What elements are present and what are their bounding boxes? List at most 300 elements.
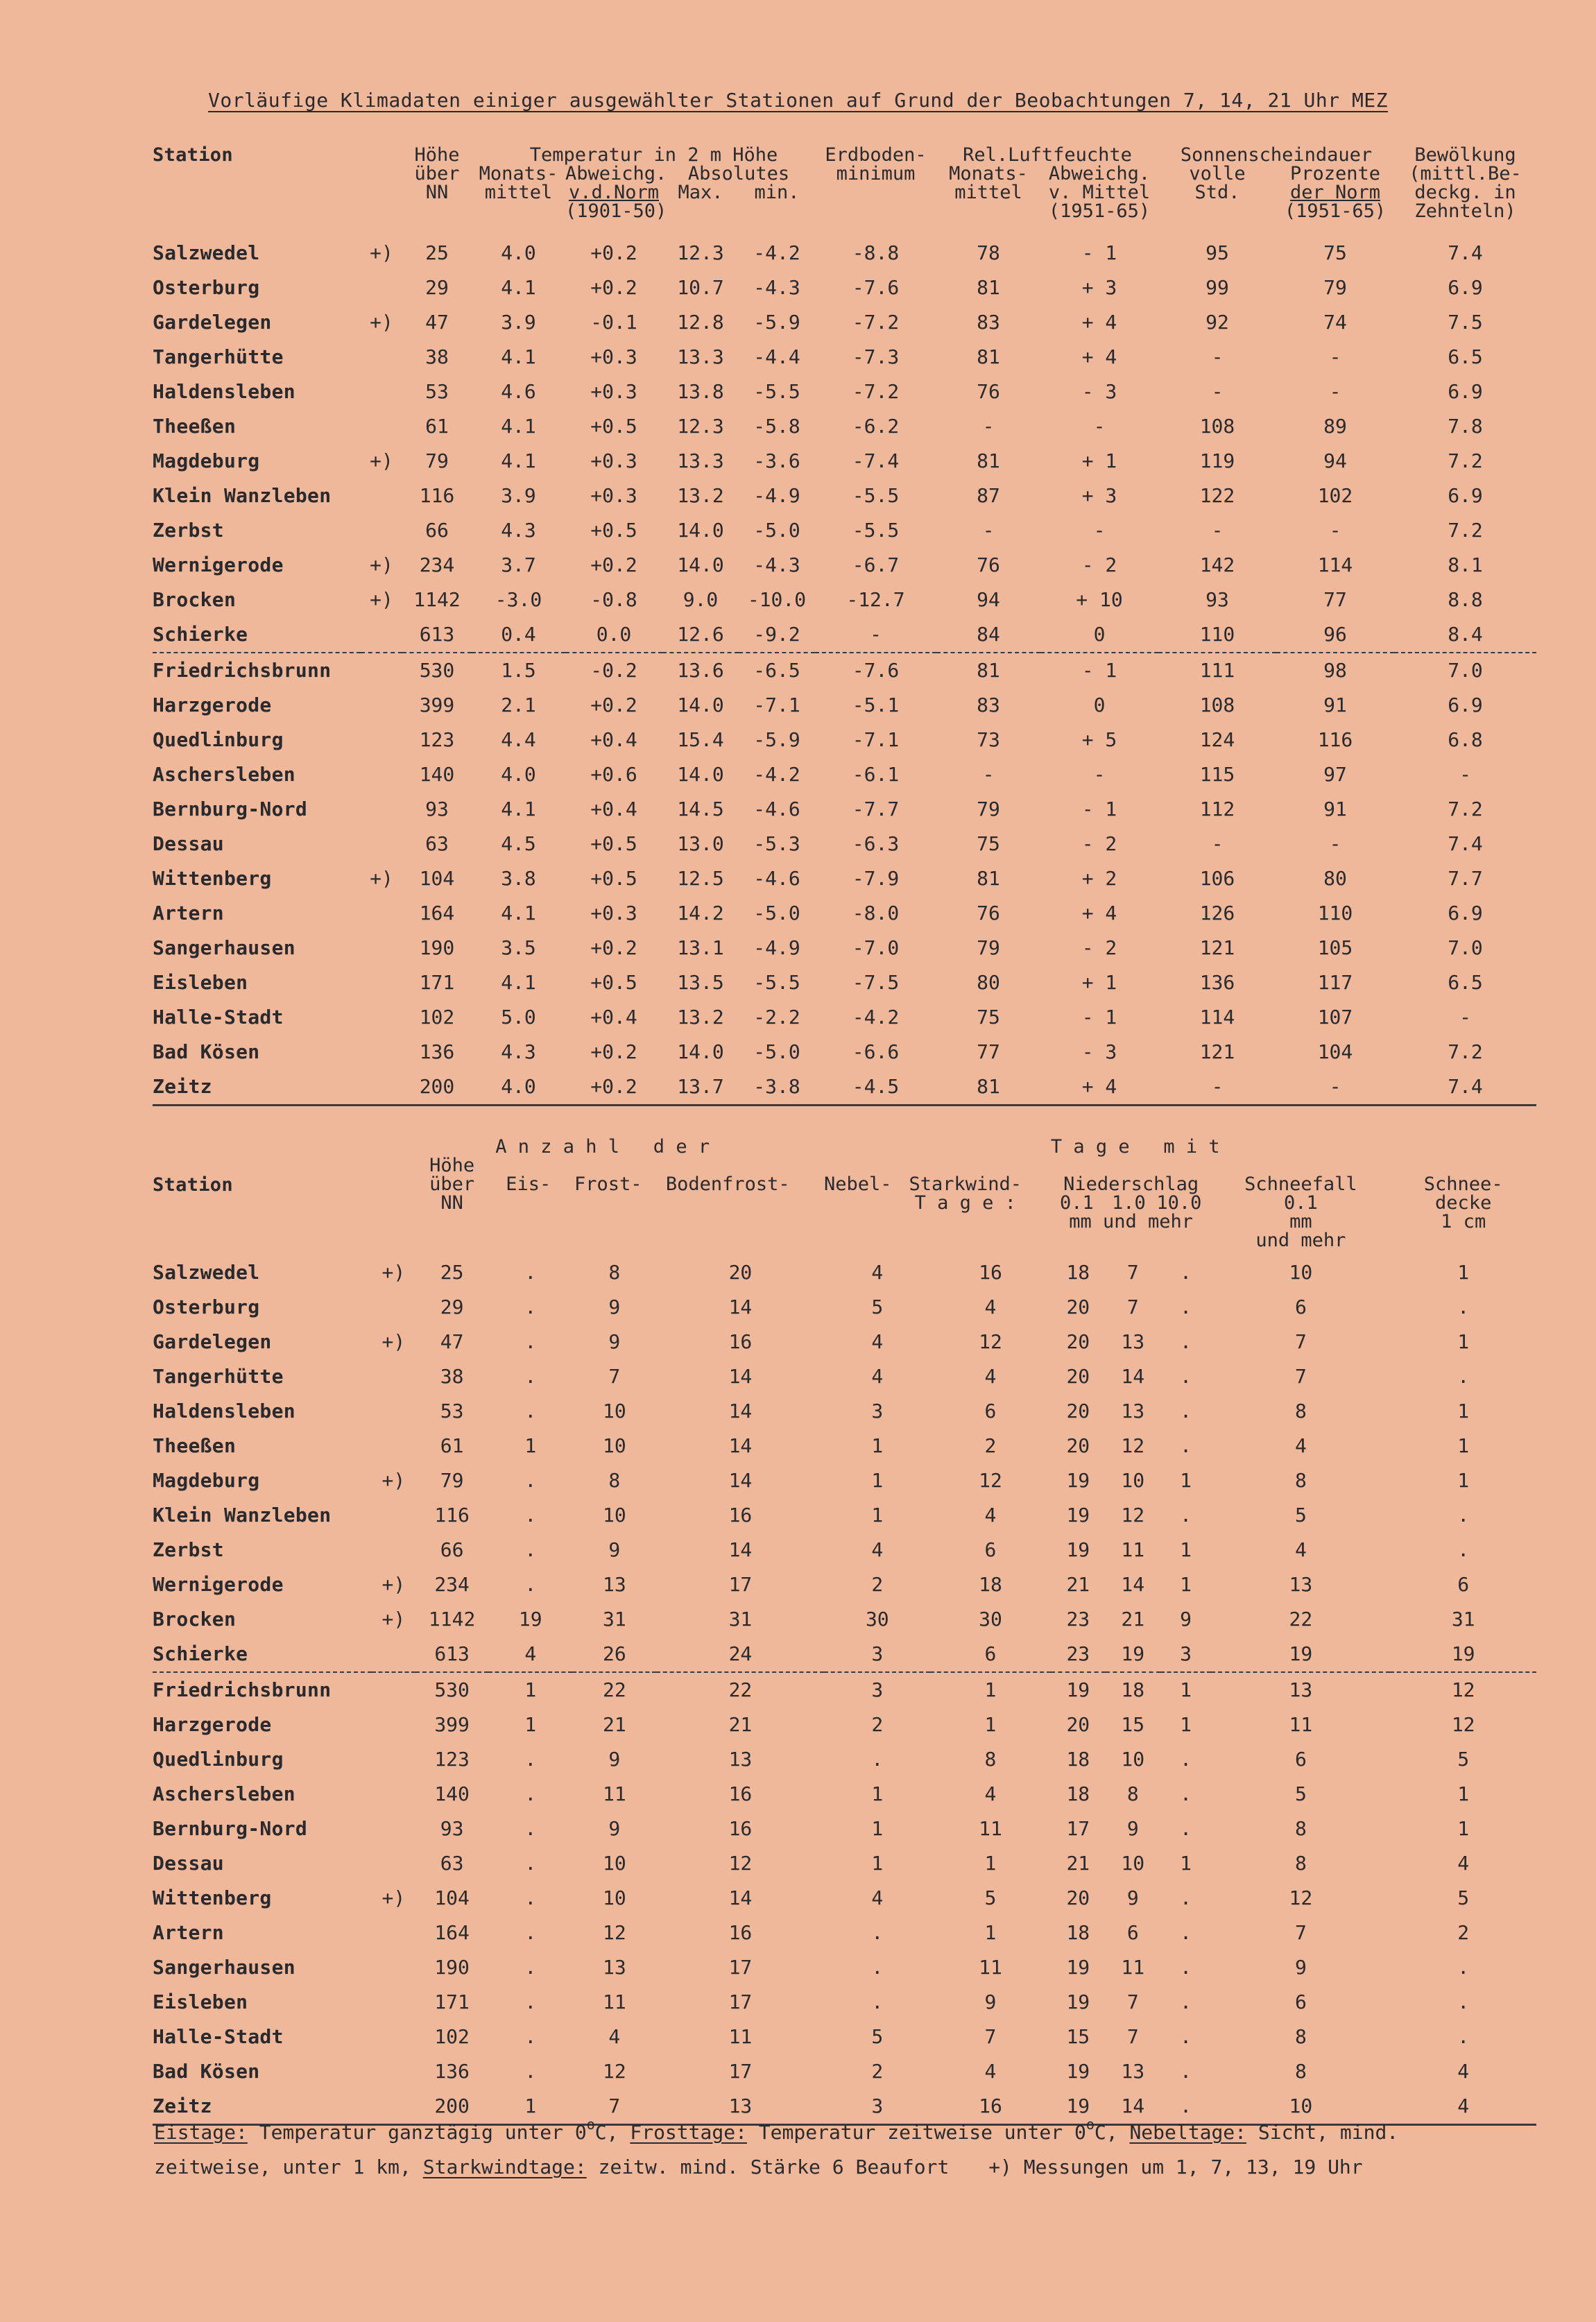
table-cell: 1: [871, 1469, 884, 1492]
table-cell: -0.2: [565, 653, 662, 688]
station-name: Tangerhütte: [153, 345, 284, 368]
table-cell: .: [524, 1261, 537, 1284]
table-cell: 6.8: [1448, 728, 1483, 751]
table1-row: [153, 617, 1536, 653]
table-cell: 14: [1121, 1573, 1145, 1596]
table1-row: [153, 688, 1536, 723]
table-cell: + 2: [1081, 867, 1117, 890]
table-cell: 74: [1323, 311, 1347, 334]
measurement-marker: [361, 965, 402, 1000]
table-cell: 83: [977, 311, 1000, 334]
station-name: Bad Kösen: [153, 1040, 260, 1063]
table-cell: 6.9: [1448, 276, 1483, 299]
table-cell: 8.4: [1448, 623, 1483, 646]
table-cell: 1: [1160, 1672, 1212, 1708]
table-cell: 19: [1066, 1956, 1090, 1979]
measurement-marker: [361, 270, 402, 305]
table-cell: 8: [1294, 1469, 1307, 1492]
table-cell: 6: [984, 1538, 997, 1561]
table-cell: 16: [728, 1330, 753, 1353]
table-cell: -5.3: [753, 832, 800, 855]
measurement-marker: +): [381, 1608, 406, 1631]
table-cell: +0.5: [590, 867, 637, 890]
table-cell: 19: [1051, 1672, 1106, 1708]
table-cell: .: [524, 1852, 537, 1875]
table-cell: +0.3: [590, 449, 637, 472]
table-cell: - 2: [1081, 553, 1117, 576]
table-cell: 7: [1294, 1921, 1307, 1944]
table-cell: 4.1: [501, 971, 536, 994]
table1-row: [153, 270, 1536, 305]
table-cell: 10: [1121, 1748, 1145, 1771]
footnote-line-1: Eistage: Temperatur ganztägig unter 0$^o$C, Frosttage: Temperatur zeitweise unter 0$^o$C, Nebeltage: Sicht, mind.: [154, 2116, 1399, 2144]
table-cell: 16: [728, 1817, 753, 1840]
table-cell: +0.2: [590, 936, 637, 959]
measurement-marker: [361, 513, 402, 548]
table-cell: 190: [434, 1956, 470, 1979]
table1-row: [153, 931, 1536, 965]
measurement-marker: [361, 375, 402, 409]
table2-row: [153, 1950, 1536, 1985]
table-cell: -: [1459, 763, 1471, 786]
table-cell: 2: [984, 1434, 997, 1457]
table-cell: 9.0: [683, 588, 719, 611]
table-cell: 14: [728, 1400, 753, 1422]
table-cell: 1: [871, 1504, 884, 1526]
table-cell: -5.9: [753, 728, 800, 751]
station-name: Zerbst: [153, 1538, 224, 1561]
table-cell: 16: [728, 1921, 753, 1944]
measurement-marker: +): [381, 1886, 406, 1909]
table-cell: 16: [930, 2089, 1051, 2125]
table-cell: .: [1180, 2025, 1192, 2048]
table-cell: 5.0: [501, 1006, 536, 1029]
table-cell: 8: [608, 1261, 621, 1284]
table-cell: 7.0: [1448, 936, 1483, 959]
table-cell: 6: [1294, 1748, 1307, 1771]
table-cell: -7.6: [815, 653, 936, 688]
table2-row: [153, 1672, 1536, 1708]
table-cell: 7: [984, 2025, 997, 2048]
table-cell: .: [524, 1504, 537, 1526]
table-cell: 81: [977, 276, 1000, 299]
table-cell: 97: [1323, 763, 1347, 786]
table-cell: 1: [871, 1852, 884, 1875]
table-cell: - 2: [1081, 832, 1117, 855]
table-cell: 22: [572, 1672, 656, 1708]
table-cell: 12: [1451, 1713, 1475, 1736]
table-cell: -: [1211, 519, 1224, 542]
table-cell: 9: [1126, 1817, 1139, 1840]
station-name: Aschersleben: [153, 1782, 295, 1805]
table-cell: 122: [1199, 484, 1235, 507]
station-name: Haldensleben: [153, 1400, 295, 1422]
table-cell: 613: [434, 1642, 470, 1665]
table-cell: 1: [488, 1672, 572, 1708]
table-cell: 17: [728, 2060, 753, 2083]
table-cell: -4.9: [753, 936, 800, 959]
table-cell: .: [1180, 1782, 1192, 1805]
table-cell: -: [982, 763, 995, 786]
table-cell: 11: [602, 1990, 626, 2013]
table-cell: 9: [608, 1296, 621, 1318]
table-cell: -10.0: [747, 588, 807, 611]
table-cell: .: [524, 1538, 537, 1561]
header2-schneedecke: Schnee- decke 1 cm: [1423, 1173, 1503, 1232]
table-cell: 79: [1323, 276, 1347, 299]
table1-row: [153, 375, 1536, 409]
measurement-marker: +): [370, 449, 393, 472]
table-cell: 8.1: [1448, 553, 1483, 576]
measurement-marker: [372, 1950, 415, 1985]
table-cell: -: [1093, 415, 1106, 438]
table1-row: [153, 827, 1536, 861]
table-cell: 1: [488, 2089, 572, 2125]
table-cell: 1: [1457, 1330, 1470, 1353]
table-cell: 21: [1066, 1852, 1090, 1875]
table-cell: 77: [977, 1040, 1000, 1063]
table-cell: 87: [977, 484, 1000, 507]
measurement-marker: [372, 2054, 415, 2089]
table-cell: .: [1180, 1434, 1192, 1457]
table1-row: [153, 757, 1536, 792]
table-cell: 7: [608, 1365, 621, 1388]
table-cell: .: [524, 2060, 537, 2083]
measurement-marker: [361, 723, 402, 757]
station-name: Schierke: [153, 1642, 248, 1665]
table-cell: -: [1329, 519, 1341, 542]
table2-row: [153, 1394, 1536, 1429]
table-cell: 13: [602, 1956, 626, 1979]
table-cell: -6.7: [852, 553, 900, 576]
table2-row: [153, 1637, 1536, 1672]
table-cell: 1: [1180, 1713, 1192, 1736]
table-cell: -5.1: [852, 694, 900, 716]
table-cell: 5: [871, 2025, 884, 2048]
station-name: Osterburg: [153, 276, 260, 299]
table-cell: 110: [1317, 902, 1353, 925]
table-cell: 12: [1121, 1504, 1145, 1526]
station-name: Klein Wanzleben: [153, 1504, 332, 1526]
table2-row: [153, 1881, 1536, 1916]
station-name: Gardelegen: [153, 1330, 272, 1353]
table-cell: 29: [440, 1296, 464, 1318]
table-cell: 53: [440, 1400, 464, 1422]
table-cell: 10: [602, 1886, 626, 1909]
table-cell: 30: [865, 1608, 889, 1631]
table-cell: .: [871, 1748, 884, 1771]
table-cell: 16: [979, 1261, 1002, 1284]
table-cell: 20: [1066, 1365, 1090, 1388]
table-cell: 12: [1289, 1886, 1313, 1909]
table-cell: 12: [602, 2060, 626, 2083]
table-cell: 108: [1199, 694, 1235, 716]
table-cell: 102: [434, 2025, 470, 2048]
table-cell: 93: [440, 1817, 464, 1840]
table-cell: 66: [425, 519, 449, 542]
table-cell: 4: [871, 1261, 884, 1284]
table-cell: .: [1180, 1504, 1192, 1526]
table-cell: 115: [1199, 763, 1235, 786]
table-cell: 79: [977, 936, 1000, 959]
table-cell: 79: [425, 449, 449, 472]
table-cell: -7.7: [852, 798, 900, 820]
table-cell: 13: [602, 1573, 626, 1596]
table-cell: 1: [984, 1852, 997, 1875]
table-cell: 200: [402, 1069, 472, 1106]
table-cell: 4: [1390, 2089, 1536, 2125]
table-cell: 14.0: [677, 1040, 724, 1063]
table-cell: 91: [1323, 694, 1347, 716]
table-cell: .: [524, 1365, 537, 1388]
table-cell: 11: [979, 1956, 1002, 1979]
table-cell: -6.1: [852, 763, 900, 786]
table-cell: 3.9: [501, 311, 536, 334]
table-cell: 8.8: [1448, 588, 1483, 611]
table-cell: 12: [979, 1330, 1002, 1353]
table-cell: 14: [728, 1469, 753, 1492]
table-cell: + 1: [1081, 449, 1117, 472]
table-cell: 6: [1294, 1296, 1307, 1318]
station-name: Artern: [153, 1921, 224, 1944]
table-cell: 3: [1180, 1642, 1192, 1665]
table-cell: 75: [977, 832, 1000, 855]
table-cell: 31: [728, 1608, 753, 1631]
table-cell: 7.2: [1448, 519, 1483, 542]
table-cell: .: [524, 1400, 537, 1422]
table-cell: - 3: [1081, 1040, 1117, 1063]
table-cell: - 1: [1081, 241, 1117, 264]
table-cell: 19: [1066, 2060, 1090, 2083]
table-cell: -6.5: [739, 653, 815, 688]
table-cell: 1: [524, 1434, 537, 1457]
table-cell: -8.8: [852, 241, 900, 264]
table-cell: -4.6: [753, 798, 800, 820]
table-cell: 10: [602, 1504, 626, 1526]
table-cell: 2: [871, 1573, 884, 1596]
table-cell: 13: [1121, 1400, 1145, 1422]
table-cell: -5.5: [852, 484, 900, 507]
table-cell: 1: [1457, 1817, 1470, 1840]
table-cell: 5: [1294, 1782, 1307, 1805]
table-cell: 12: [602, 1921, 626, 1944]
table-cell: 11: [728, 2025, 753, 2048]
table-cell: 22: [1289, 1608, 1313, 1631]
station-name: Dessau: [153, 1852, 224, 1875]
header2-station: Station: [153, 1174, 233, 1196]
table-cell: -7.4: [852, 449, 900, 472]
header-hoehe: Höhe über NN: [414, 144, 460, 203]
table-cell: 6.9: [1448, 694, 1483, 716]
table-cell: .: [524, 1573, 537, 1596]
table-cell: 121: [1199, 936, 1235, 959]
table-cell: 6.9: [1448, 380, 1483, 403]
table-cell: 6.9: [1448, 484, 1483, 507]
table-cell: 19: [1066, 1990, 1090, 2013]
station-name: Halle-Stadt: [153, 1006, 284, 1029]
table-cell: 81: [977, 345, 1000, 368]
table-cell: 96: [1323, 623, 1347, 646]
station-name: Eisleben: [153, 1990, 248, 2013]
table2-row: [153, 1742, 1536, 1777]
station-name: Dessau: [153, 832, 224, 855]
table-cell: 8: [1126, 1782, 1139, 1805]
table2-row: [153, 1325, 1536, 1359]
table-cell: -4.6: [753, 867, 800, 890]
table-cell: 11: [979, 1817, 1002, 1840]
table-cell: +0.4: [590, 798, 637, 820]
table-cell: -5.0: [753, 1040, 800, 1063]
table1-body: [153, 236, 1536, 1106]
table-cell: 19: [1066, 1538, 1090, 1561]
table-cell: 19: [1451, 1642, 1475, 1665]
table-cell: -5.0: [753, 519, 800, 542]
table-cell: .: [871, 1956, 884, 1979]
table-cell: 79: [977, 798, 1000, 820]
table-cell: 20: [728, 1261, 753, 1284]
table2-row: [153, 1463, 1536, 1498]
measurement-marker: [372, 1708, 415, 1742]
table-cell: 92: [1205, 311, 1229, 334]
table-cell: 0: [1093, 623, 1106, 646]
table-cell: 21: [602, 1713, 626, 1736]
table-cell: 13.6: [662, 653, 739, 688]
table-cell: 2: [871, 1713, 884, 1736]
table-cell: 4.5: [501, 832, 536, 855]
table-cell: 234: [419, 553, 455, 576]
table-cell: +0.2: [590, 276, 637, 299]
station-name: Sangerhausen: [153, 1956, 295, 1979]
table-cell: -: [1211, 832, 1224, 855]
table-cell: 114: [1317, 553, 1353, 576]
header-temperatur: Temperatur in 2 m Höhe Monats- mittel Abweichg. v.d.Norm (1901-50) Absolutes Max. min.: [479, 144, 800, 222]
table-cell: +0.5: [590, 519, 637, 542]
table-cell: 136: [1199, 971, 1235, 994]
table2-row: [153, 1429, 1536, 1463]
table-cell: -: [1459, 1006, 1471, 1029]
table-cell: 4.4: [501, 728, 536, 751]
table-cell: 19: [518, 1608, 542, 1631]
measurement-marker: +): [370, 553, 393, 576]
table-cell: 114: [1199, 1006, 1235, 1029]
table-cell: 26: [602, 1642, 626, 1665]
table-cell: 76: [977, 902, 1000, 925]
table-cell: 4.1: [501, 276, 536, 299]
table-cell: 1: [1180, 1469, 1192, 1492]
table-cell: 20: [1066, 1713, 1090, 1736]
table1-row: [153, 1069, 1536, 1106]
table-cell: + 3: [1081, 276, 1117, 299]
table-cell: 0.0: [596, 623, 632, 646]
table-cell: 200: [415, 2089, 488, 2125]
table-cell: 83: [977, 694, 1000, 716]
measurement-marker: [361, 340, 402, 375]
table-cell: -: [1093, 763, 1106, 786]
table-cell: 21: [728, 1713, 753, 1736]
table-cell: + 3: [1081, 484, 1117, 507]
table-cell: 9: [608, 1817, 621, 1840]
table2-row: [153, 1812, 1536, 1846]
table2-row: [153, 1567, 1536, 1602]
measurement-marker: +): [381, 1261, 406, 1284]
table-cell: 6: [1457, 1573, 1470, 1596]
table-cell: 18: [1066, 1748, 1090, 1771]
table-cell: - 2: [1081, 936, 1117, 959]
table-cell: 14: [728, 1365, 753, 1388]
table-cell: 7.2: [1448, 449, 1483, 472]
table-cell: 399: [419, 694, 455, 716]
table-cell: 7.7: [1448, 867, 1483, 890]
table2-row: [153, 2020, 1536, 2054]
table-cell: 111: [1158, 653, 1276, 688]
table-cell: +0.4: [590, 728, 637, 751]
table-cell: 7.2: [1448, 1040, 1483, 1063]
measurement-marker: [361, 896, 402, 931]
table-cell: .: [1457, 1296, 1470, 1318]
table-cell: 234: [434, 1573, 470, 1596]
table-cell: -: [982, 415, 995, 438]
station-name: Quedlinburg: [153, 1748, 284, 1771]
measurement-marker: [372, 2020, 415, 2054]
table-cell: 1: [1457, 1261, 1470, 1284]
table-cell: +0.2: [590, 1040, 637, 1063]
table-cell: +0.4: [590, 1006, 637, 1029]
table-cell: -12.7: [846, 588, 905, 611]
table-cell: 14.0: [677, 694, 724, 716]
table-cell: 78: [977, 241, 1000, 264]
table-cell: -4.2: [753, 763, 800, 786]
table-cell: 190: [419, 936, 455, 959]
table-cell: 9: [1126, 1886, 1139, 1909]
table-cell: 110: [1199, 623, 1235, 646]
measurement-marker: [372, 1985, 415, 2020]
table-cell: 23: [1066, 1608, 1090, 1631]
table-cell: +0.2: [590, 553, 637, 576]
table-cell: -5.9: [753, 311, 800, 334]
table1-row: [153, 965, 1536, 1000]
table-cell: 12.3: [677, 415, 724, 438]
table-cell: -: [1329, 832, 1341, 855]
table-cell: .: [1180, 1400, 1192, 1422]
table-cell: 94: [977, 588, 1000, 611]
measurement-marker: [372, 1846, 415, 1881]
table2-row: [153, 1498, 1536, 1533]
table-cell: 38: [425, 345, 449, 368]
table-cell: 530: [415, 1672, 488, 1708]
table-cell: 14: [1121, 1365, 1145, 1388]
table-cell: -4.2: [753, 241, 800, 264]
table-cell: 14: [728, 1538, 753, 1561]
table-cell: -5.5: [753, 380, 800, 403]
measurement-marker: [372, 1637, 415, 1672]
table-cell: 117: [1317, 971, 1353, 994]
table-cell: - 1: [1081, 798, 1117, 820]
table-cell: 3.5: [501, 936, 536, 959]
table-cell: 61: [440, 1434, 464, 1457]
table-cell: 17: [728, 1956, 753, 1979]
table-cell: 4.6: [501, 380, 536, 403]
table-cell: -3.0: [495, 588, 542, 611]
table-cell: -: [1093, 519, 1106, 542]
table-cell: -0.8: [590, 588, 637, 611]
table2-row: [153, 2054, 1536, 2089]
table-cell: 17: [728, 1990, 753, 2013]
table-cell: 4: [984, 1504, 997, 1526]
table-cell: +0.5: [590, 832, 637, 855]
table-cell: 31: [1451, 1608, 1475, 1631]
table-cell: 9: [1180, 1608, 1192, 1631]
header-luftfeuchte: Rel.Luftfeuchte Monats- mittel Abweichg. v. Mittel (1951-65): [949, 144, 1151, 222]
